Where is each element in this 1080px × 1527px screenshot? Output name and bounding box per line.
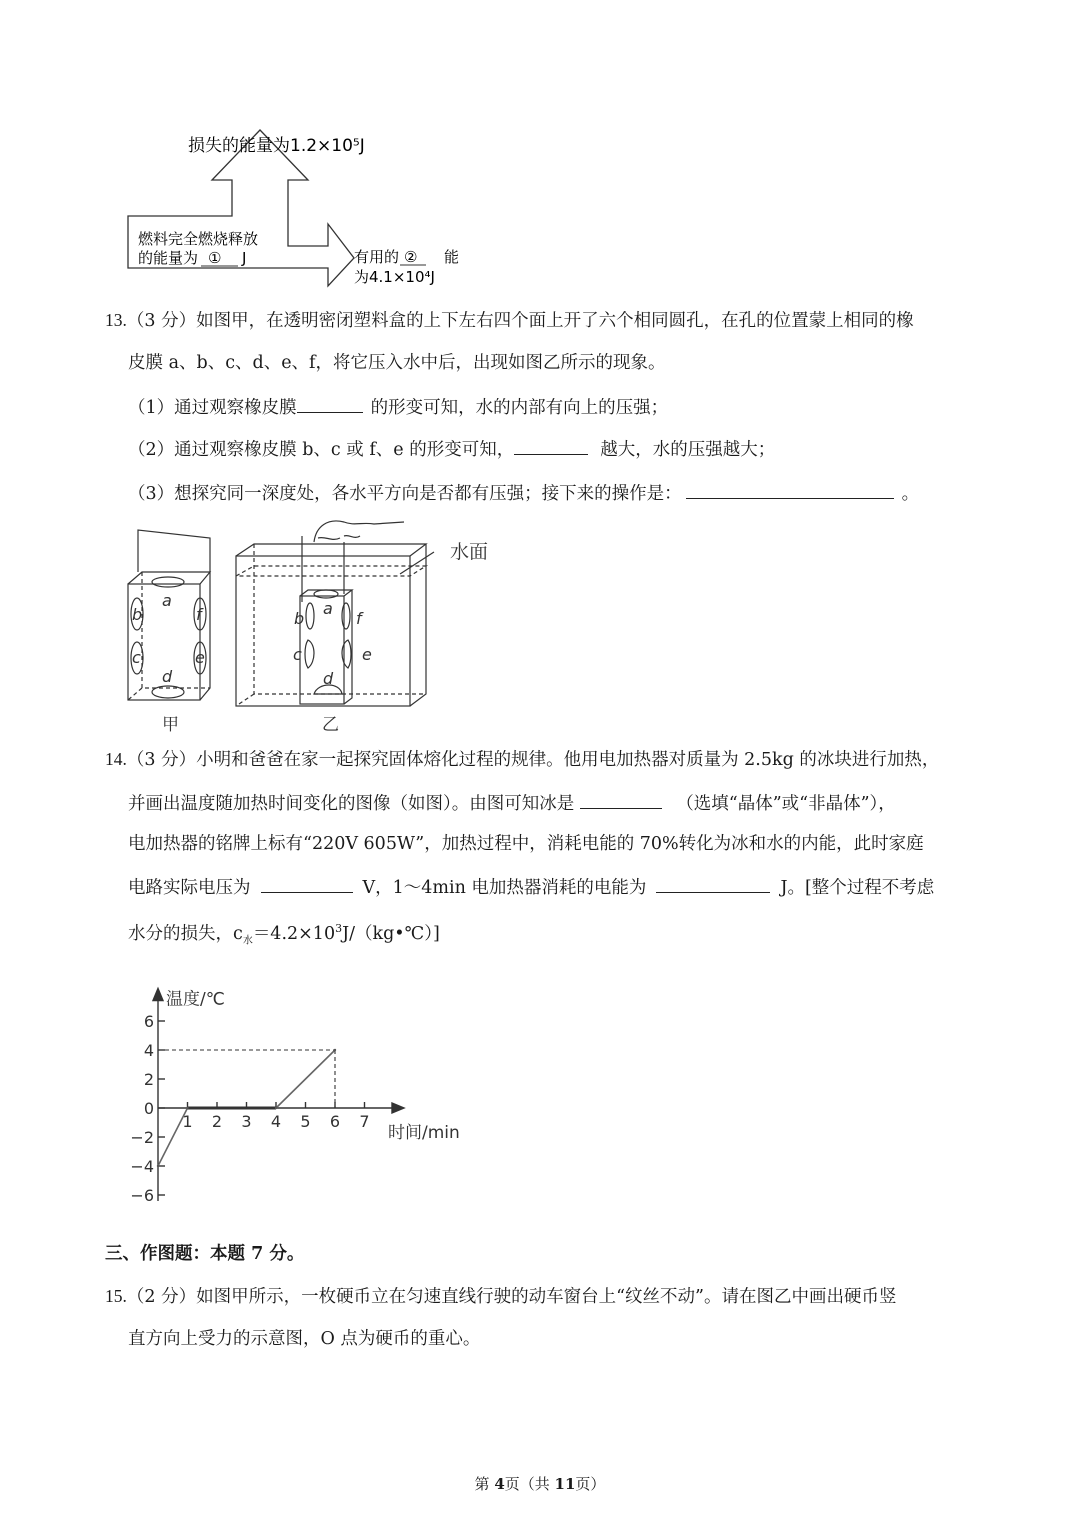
q13-sub1-blank[interactable] xyxy=(297,394,363,413)
chart-y-tick-label: 2 xyxy=(143,1070,154,1089)
q13-sub3-prefix: （3）想探究同一深度处，各水平方向是否都有压强；接下来的操作是： xyxy=(128,484,682,504)
q15-line1 xyxy=(105,1284,896,1309)
yi-membrane-e xyxy=(342,640,351,668)
chart-x-axis-label: 时间/min xyxy=(388,1123,460,1143)
fuel-energy-line1: 燃料完全燃烧释放 xyxy=(138,230,259,248)
chart-x-tick-label: 1 xyxy=(182,1112,193,1131)
chart-data-point xyxy=(275,1107,277,1109)
q13-stem-line1 xyxy=(105,308,914,333)
footer-middle: 页（共 xyxy=(504,1475,555,1493)
chart-data-point xyxy=(186,1107,188,1109)
yi-water-leader xyxy=(400,552,434,574)
chart-y-tick-label: −6 xyxy=(130,1186,154,1205)
q14-crystal-blank[interactable] xyxy=(580,790,662,809)
useful-energy-suffix: 能 xyxy=(444,248,460,266)
q13-sub1-prefix: （1）通过观察橡皮膜 xyxy=(128,398,297,418)
chart-y-tick-label: 0 xyxy=(143,1099,154,1118)
water-surface-label: 水面 xyxy=(450,541,489,563)
chart-series-segment xyxy=(276,1050,335,1108)
figure-jia-caption: 甲 xyxy=(162,715,179,734)
chart-y-tick-label: −2 xyxy=(130,1128,154,1147)
q14-line5 xyxy=(128,917,440,953)
energy-flow-diagram xyxy=(120,120,480,292)
q14-voltage-blank[interactable] xyxy=(261,874,353,893)
q13-sub1-suffix: 的形变可知，水的内部有向上的压强； xyxy=(370,398,669,418)
q14-line5-sup: 3 xyxy=(335,922,343,935)
jia-box-side xyxy=(200,572,210,700)
yi-tank-top xyxy=(236,544,426,556)
chart-y-tick-label: −4 xyxy=(130,1157,154,1176)
q14-energy-blank[interactable] xyxy=(656,874,770,893)
chart-y-tick-label: 4 xyxy=(143,1041,154,1060)
chart-x-tick-label: 6 xyxy=(329,1112,341,1131)
q13-stem-text1: （3 分）如图甲，在透明密闭塑料盒的上下左右四个面上开了六个相同圆孔，在孔的位置蒙上相同的橡 xyxy=(126,311,914,331)
q14-line1-text: （3 分）小明和爸爸在家一起探究固体熔化过程的规律。他用电加热器对质量为 2.5kg 的冰块进行加热， xyxy=(126,750,940,770)
yi-label-e: e xyxy=(362,645,372,664)
q14-line5-sub: 水 xyxy=(242,935,253,947)
jia-label-a: a xyxy=(162,591,172,610)
footer-suffix: 页） xyxy=(575,1475,606,1493)
chart-x-tick-label: 4 xyxy=(270,1112,282,1131)
q13-sub3-suffix: 。 xyxy=(901,484,920,504)
yi-hand xyxy=(314,521,404,542)
fuel-energy-blank: ① xyxy=(208,249,222,267)
chart-x-tick-label: 3 xyxy=(241,1112,252,1131)
q14-line4-mid: V，1～4min 电加热器消耗的电能为 xyxy=(362,878,647,898)
q13-sub2 xyxy=(128,436,775,462)
q14-line2-suffix: （选填“晶体”或“非晶体”）， xyxy=(676,794,896,814)
jia-label-c: c xyxy=(132,648,141,667)
loss-energy-label: 损失的能量为1.2×10⁵J xyxy=(188,136,365,156)
footer-page-number: 4 xyxy=(494,1475,505,1493)
chart-data-point xyxy=(334,1049,336,1051)
jia-label-b: b xyxy=(132,605,143,624)
yi-membrane-b xyxy=(306,603,314,629)
yi-label-c: c xyxy=(293,645,302,664)
chart-data-point xyxy=(157,1165,159,1167)
q13-sub1 xyxy=(128,394,668,420)
yi-label-f: f xyxy=(356,609,362,628)
q14-line2-prefix: 并画出温度随加热时间变化的图像（如图）。由图可知冰是 xyxy=(128,794,575,814)
footer-prefix: 第 xyxy=(474,1475,495,1493)
chart-y-axis-label: 温度/℃ xyxy=(166,989,225,1010)
chart-x-axis-arrow xyxy=(392,1103,404,1113)
q14-line3: 电加热器的铭牌上标有“220V 605W”，加热过程中，消耗电能的 70%转化为冰和水的内能，此时家庭 xyxy=(128,834,924,854)
yi-membrane-a xyxy=(314,590,338,598)
q14-line5-mid: ＝4.2×10 xyxy=(252,923,336,944)
q14-line4-prefix: 电路实际电压为 xyxy=(128,878,251,898)
yi-label-d: d xyxy=(323,669,334,688)
chart-x-tick-label: 7 xyxy=(359,1112,370,1131)
jia-box-hidden-corner xyxy=(128,688,142,700)
section3-heading: 三、作图题：本题 7 分。 xyxy=(105,1244,305,1264)
yi-water-surface xyxy=(236,566,426,576)
yi-membrane-c xyxy=(305,640,314,668)
useful-energy-blank: ② xyxy=(404,248,418,266)
fuel-energy-line2-prefix: 的能量为 xyxy=(138,249,199,267)
yi-label-a: a xyxy=(323,599,333,618)
jia-box-top xyxy=(128,572,210,584)
q13-sub2-prefix: （2）通过观察橡皮膜 b、c 或 f、e 的形变可知， xyxy=(128,440,515,460)
q13-number: 13. xyxy=(105,310,127,330)
q15-line1-text: （2 分）如图甲所示，一枚硬币立在匀速直线行驶的动车窗台上“纹丝不动”。请在图乙中画出硬币竖 xyxy=(126,1287,897,1307)
jia-label-e: e xyxy=(195,648,205,667)
q13-stem-line2: 皮膜 a、b、c、d、e、f，将它压入水中后，出现如图乙所示的现象。 xyxy=(128,353,666,373)
yi-label-b: b xyxy=(294,609,305,628)
q14-temperature-chart xyxy=(130,958,490,1228)
chart-y-axis-arrow xyxy=(153,989,163,1001)
q14-line5-suffix: J/（kg•℃）] xyxy=(342,923,440,944)
useful-energy-prefix: 有用的 xyxy=(354,248,400,266)
q14-line4 xyxy=(128,874,934,900)
useful-energy-line2: 为4.1×10⁴J xyxy=(354,268,435,286)
q13-sub2-blank[interactable] xyxy=(514,436,588,455)
fuel-energy-unit: J xyxy=(242,249,247,267)
chart-x-tick-label: 5 xyxy=(300,1112,311,1131)
yi-tank-hidden-corner xyxy=(236,694,254,706)
chart-y-tick-label: 6 xyxy=(143,1012,154,1031)
jia-label-d: d xyxy=(162,667,173,686)
q13-figure xyxy=(118,512,508,734)
q14-line2 xyxy=(128,790,896,816)
footer-total-pages: 11 xyxy=(554,1475,576,1493)
q13-sub2-suffix: 越大，水的压强越大； xyxy=(600,440,776,460)
chart-x-tick-label: 2 xyxy=(211,1112,223,1131)
q14-line5-prefix: 水分的损失，c xyxy=(128,923,243,944)
q14-line4-suffix: J。[整个过程不考虑 xyxy=(780,878,935,898)
figure-yi-caption: 乙 xyxy=(322,715,339,734)
q15-line2: 直方向上受力的示意图，O 点为硬币的重心。 xyxy=(128,1329,481,1349)
q15-number: 15. xyxy=(105,1286,127,1306)
page-footer xyxy=(0,1473,1080,1494)
q14-line1 xyxy=(105,747,939,772)
yi-tank-side xyxy=(410,544,426,706)
q13-sub3 xyxy=(128,480,919,506)
q14-number: 14. xyxy=(105,749,127,769)
jia-membrane-a xyxy=(152,577,184,587)
q13-sub3-blank[interactable] xyxy=(686,480,894,499)
yi-membrane-f xyxy=(342,603,350,629)
jia-label-f: f xyxy=(196,605,202,624)
jia-hand-strip xyxy=(138,530,210,572)
